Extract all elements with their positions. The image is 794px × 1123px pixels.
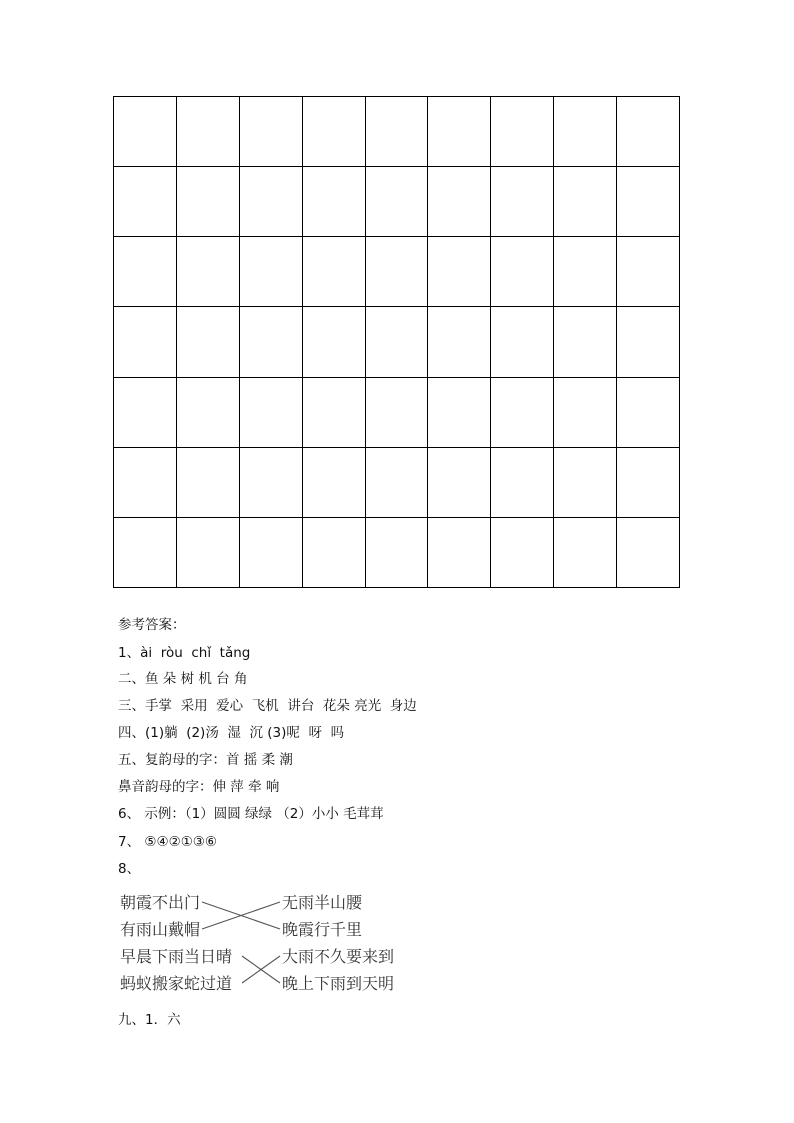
grid-cell	[176, 97, 239, 167]
grid-cell	[428, 97, 491, 167]
grid-cell	[239, 167, 302, 237]
grid-cell	[176, 167, 239, 237]
answer-8-label: 8、	[118, 861, 141, 877]
grid-cell	[617, 447, 680, 517]
writing-grid	[113, 96, 680, 588]
answer-9: 九、1．六	[118, 1012, 181, 1028]
grid-cell	[365, 307, 428, 377]
grid-cell	[365, 97, 428, 167]
grid-cell	[114, 97, 177, 167]
grid-cell	[428, 517, 491, 587]
grid-cell	[491, 167, 554, 237]
grid-row	[114, 517, 680, 587]
grid-cell	[114, 167, 177, 237]
grid-cell	[302, 237, 365, 307]
grid-cell	[554, 167, 617, 237]
grid-cell	[114, 517, 177, 587]
grid-cell	[239, 447, 302, 517]
grid-cell	[554, 97, 617, 167]
match-right-2: 晚霞行千里	[282, 920, 363, 939]
grid-cell	[365, 517, 428, 587]
grid-cell	[617, 237, 680, 307]
grid-row	[114, 97, 680, 167]
match-right-1: 无雨半山腰	[282, 893, 363, 912]
grid-cell	[617, 307, 680, 377]
grid-row	[114, 237, 680, 307]
grid-cell	[239, 377, 302, 447]
answer-heading: 参考答案：	[118, 617, 186, 633]
grid-cell	[176, 307, 239, 377]
grid-cell	[491, 377, 554, 447]
grid-row	[114, 377, 680, 447]
grid-cell	[239, 517, 302, 587]
grid-cell	[302, 447, 365, 517]
answer-1-pinyin: 1、ài ròu chǐ tǎng	[118, 645, 251, 661]
answer-2: 二、鱼 朵 树 机 台 角	[118, 671, 248, 687]
grid-cell	[428, 307, 491, 377]
grid-cell	[176, 237, 239, 307]
match-right-3: 大雨不久要来到	[282, 947, 395, 966]
grid-cell	[491, 447, 554, 517]
grid-cell	[365, 377, 428, 447]
grid-cell	[239, 307, 302, 377]
grid-cell	[365, 447, 428, 517]
grid-cell	[365, 167, 428, 237]
match-left-3: 早晨下雨当日晴	[120, 947, 233, 966]
grid-cell	[491, 97, 554, 167]
grid-cell	[554, 307, 617, 377]
grid-cell	[239, 237, 302, 307]
grid-cell	[302, 307, 365, 377]
proverb-matching-diagram	[116, 888, 416, 1000]
grid-cell	[302, 167, 365, 237]
grid-cell	[428, 237, 491, 307]
grid-cell	[617, 97, 680, 167]
grid-row	[114, 447, 680, 517]
grid-row	[114, 167, 680, 237]
answer-5-compound-finals: 五、复韵母的字：首 摇 柔 潮	[118, 752, 293, 768]
answer-7: 7、 ⑤④②①③⑥	[118, 834, 217, 850]
grid-cell	[428, 167, 491, 237]
grid-cell	[617, 517, 680, 587]
grid-cell	[114, 307, 177, 377]
grid-cell	[554, 237, 617, 307]
grid-cell	[554, 517, 617, 587]
grid-cell	[302, 377, 365, 447]
answer-6: 6、 示例：（1）圆圆 绿绿 （2）小小 毛茸茸	[118, 806, 384, 822]
grid-cell	[239, 97, 302, 167]
match-right-4: 晚上下雨到天明	[282, 974, 395, 993]
grid-cell	[428, 377, 491, 447]
answer-3: 三、手掌 采用 爱心 飞机 讲台 花朵 亮光 身边	[118, 698, 417, 714]
grid-cell	[617, 167, 680, 237]
answer-5-nasal-finals: 鼻音韵母的字：伸 萍 牵 响	[118, 779, 280, 795]
match-left-2: 有雨山戴帽	[120, 920, 201, 939]
answer-4: 四、(1)躺 (2)汤 湿 沉 (3)呢 呀 吗	[118, 725, 345, 741]
grid-cell	[554, 377, 617, 447]
grid-cell	[176, 447, 239, 517]
grid-cell	[176, 517, 239, 587]
grid-cell	[491, 237, 554, 307]
grid-cell	[114, 447, 177, 517]
grid-cell	[617, 377, 680, 447]
grid-cell	[428, 447, 491, 517]
match-left-4: 蚂蚁搬家蛇过道	[120, 974, 233, 993]
grid-cell	[365, 237, 428, 307]
grid-cell	[491, 517, 554, 587]
grid-cell	[491, 307, 554, 377]
grid-cell	[176, 377, 239, 447]
match-left-1: 朝霞不出门	[120, 893, 201, 912]
grid-cell	[554, 447, 617, 517]
grid-row	[114, 307, 680, 377]
grid-cell	[114, 377, 177, 447]
grid-cell	[302, 517, 365, 587]
grid-cell	[302, 97, 365, 167]
grid-cell	[114, 237, 177, 307]
